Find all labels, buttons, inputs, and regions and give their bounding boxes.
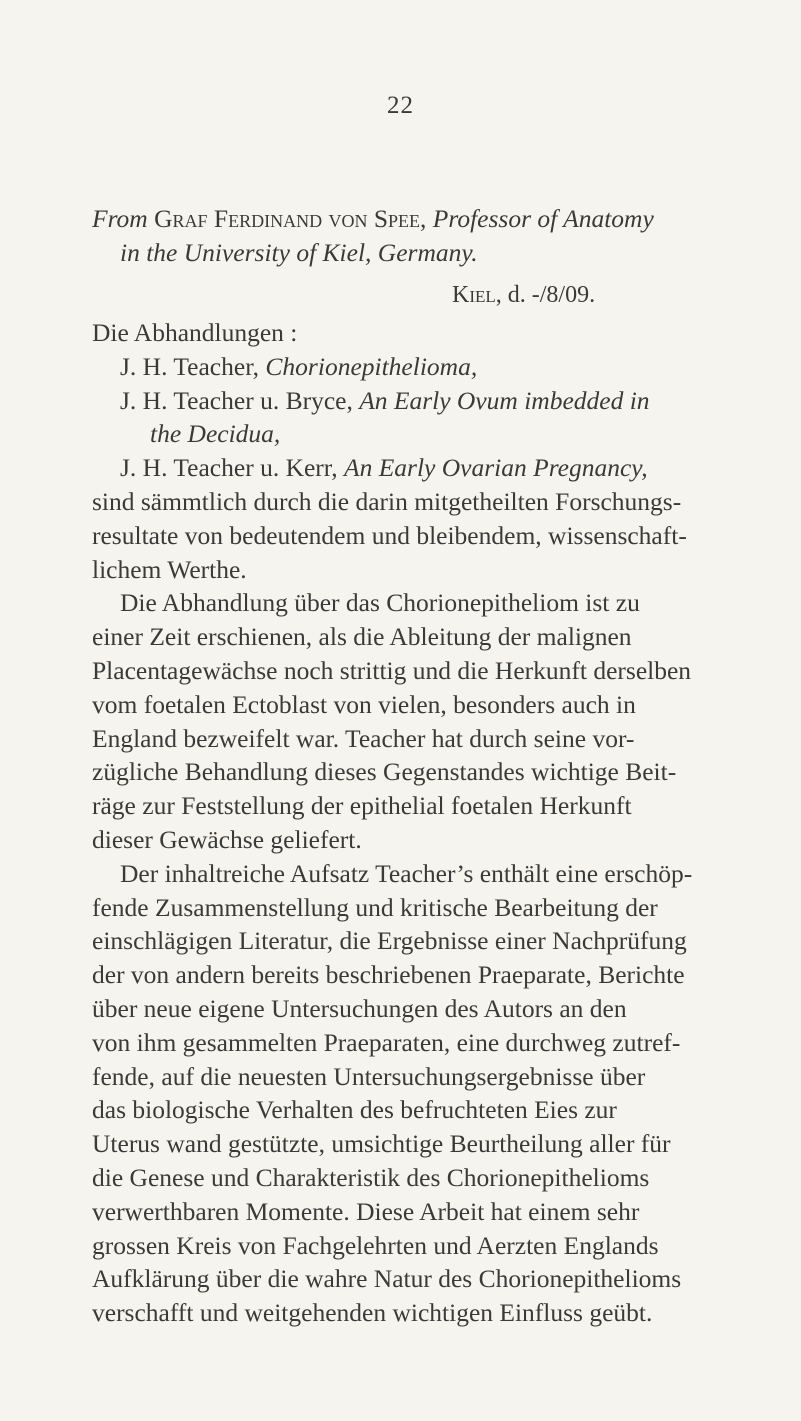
text-line: vom foetalen Ectoblast von vielen, besonders auch in [92,689,636,719]
text-line: England bezweifelt war. Teacher hat durch seine vor- [92,723,635,753]
dateline-date: d. -/8/09. [507,282,596,308]
text-line: Die Abhandlung über das Chorionepitheliom ist zu [120,588,640,618]
heading-sender-name: Graf Ferdinand von Spee, [154,204,427,233]
reference-title-continuation: the Decidua, [150,419,281,449]
heading-title-line1: Professor of Anatomy [432,204,654,233]
text-line: sind sämmtlich durch die darin mitgetheilten Forschungs- [92,486,682,516]
text-line: zügliche Behandlung dieses Gegenstandes wichtige Beit- [92,757,677,787]
reference-author: J. H. Teacher u. Bryce, [120,385,353,415]
letter-heading [92,202,732,270]
heading-from: From [92,204,148,233]
dateline [452,282,595,309]
text-line: Der inhaltreiche Aufsatz Teacher’s enthält eine erschöp- [120,858,693,888]
reference-title: An Early Ovarian Pregnancy, [344,453,648,483]
letter-body [92,316,718,1330]
reference-item [92,384,718,418]
text-line: über neue eigene Untersuchungen des Autors an den [92,993,627,1023]
text-line: räge zur Feststellung der epithelial foetalen Herkunft [92,791,632,821]
page-number: 22 [387,92,414,119]
text-line: die Genese und Charakteristik des Chorionepithelioms [92,1162,650,1192]
text-line: resultate von bedeutendem und bleibendem, wissenschaft- [92,520,687,550]
text-line: fende, auf die neuesten Untersuchungsergebnisse über [92,1061,646,1091]
text-line: fende Zusammenstellung und kritische Bearbeitung der [92,892,658,922]
text-line: das biologische Verhalten des befruchteten Eies zur [92,1095,617,1125]
text-line: Aufklärung über die wahre Natur des Chorionepithelioms [92,1264,682,1294]
text-line: Placentagewächse noch strittig und die Herkunft derselben [92,655,692,685]
text-line: grossen Kreis von Fachgelehrten und Aerzten Englands [92,1230,659,1260]
reference-item [92,350,718,384]
reference-title: An Early Ovum imbedded in [359,385,650,415]
reference-author: J. H. Teacher, [120,351,260,381]
reference-author: J. H. Teacher u. Kerr, [120,453,338,483]
paragraph-3 [92,857,718,1330]
text-line: verwerthbaren Momente. Diese Arbeit hat einem sehr [92,1196,640,1226]
text-line: verschafft und weitgehenden wichtigen Einfluss geübt. [92,1298,653,1328]
text-line: lichem Werthe. [92,554,247,584]
text-line: einer Zeit erschienen, als die Ableitung der malignen [92,622,632,652]
reference-item [92,451,718,485]
text-line: Uterus wand gestützte, umsichtige Beurtheilung aller für [92,1129,671,1159]
intro-line: Die Abhandlungen : [92,318,298,347]
text-line: von ihm gesammelten Praeparaten, eine durchweg zutref- [92,1027,681,1057]
heading-title-line2: in the University of Kiel, Germany. [120,238,478,267]
paragraph-2 [92,586,718,856]
text-line: dieser Gewächse geliefert. [92,824,362,854]
reference-title: Chorionepithelioma, [265,351,478,381]
dateline-place: Kiel, [452,282,502,308]
paragraph-1 [92,485,718,586]
text-line: einschlägigen Literatur, die Ergebnisse einer Nachprüfung [92,926,687,956]
text-line: der von andern bereits beschriebenen Praeparate, Berichte [92,960,685,990]
